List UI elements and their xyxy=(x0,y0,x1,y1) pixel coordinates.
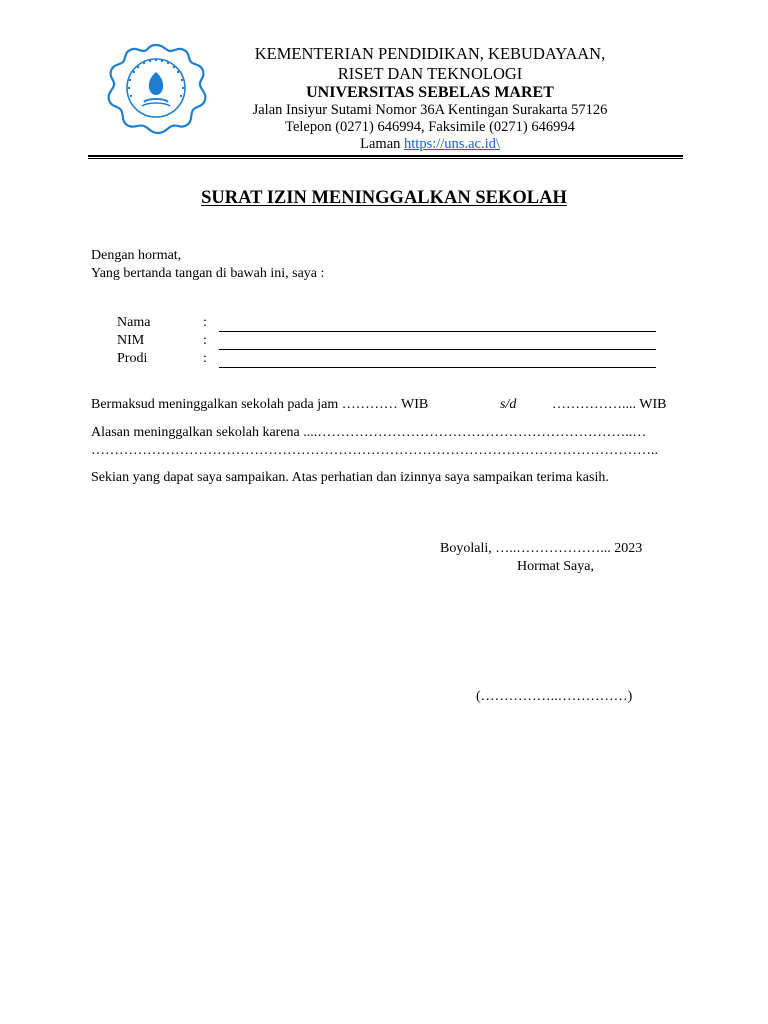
web-prefix: Laman xyxy=(360,136,405,152)
field-nim-label: NIM xyxy=(117,333,145,348)
reason-line-1: Alasan meninggalkan sekolah karena ....…………………………………………………………..… xyxy=(91,425,647,440)
field-prodi-label: Prodi xyxy=(117,351,148,366)
field-nim-line[interactable] xyxy=(219,349,656,350)
letterhead-phone: Telepon (0271) 646994, Faksimile (0271) 646994 xyxy=(285,119,575,135)
field-prodi-colon: : xyxy=(203,351,207,366)
letterhead-ministry: KEMENTERIAN PENDIDIKAN, KEBUDAYAAN, xyxy=(254,44,606,63)
document-title: SURAT IZIN MENINGGALKAN SEKOLAH xyxy=(201,188,567,208)
letterhead-university: UNIVERSITAS SEBELAS MARET xyxy=(306,84,554,101)
reason-line-2: ………………………………………………………………………………………………………….. xyxy=(91,443,658,458)
field-nim-colon: : xyxy=(203,333,207,348)
intro: Yang bertanda tangan di bawah ini, saya : xyxy=(91,266,325,281)
letterhead-address: Jalan Insiyur Sutami Nomor 36A Kentingan Surakarta 57126 xyxy=(252,102,608,118)
letterhead-ministry-cont: RISET DAN TEKNOLOGI xyxy=(337,64,523,83)
web-link[interactable]: https://uns.ac.id\ xyxy=(404,136,500,152)
time-sd: s/d xyxy=(500,397,517,412)
time-text: Bermaksud meninggalkan sekolah pada jam ………… WIB xyxy=(91,397,429,412)
time-end: …………….... WIB xyxy=(552,397,667,412)
place-date: Boyolali, …..………………... 2023 xyxy=(440,541,643,556)
signature-placeholder: (……………..……………) xyxy=(476,689,633,704)
letterhead-web xyxy=(160,136,700,153)
regards: Hormat Saya, xyxy=(517,559,594,574)
field-nama-line[interactable] xyxy=(219,331,656,332)
letterhead-rule-thick xyxy=(88,155,683,157)
letterhead-rule-thin xyxy=(88,158,683,159)
field-prodi-line[interactable] xyxy=(219,367,656,368)
greeting: Dengan hormat, xyxy=(91,248,182,263)
field-nama-colon: : xyxy=(203,315,207,330)
field-nama-label: Nama xyxy=(117,315,151,330)
closing-text: Sekian yang dapat saya sampaikan. Atas perhatian dan izinnya saya sampaikan terima kasih. xyxy=(91,470,609,485)
